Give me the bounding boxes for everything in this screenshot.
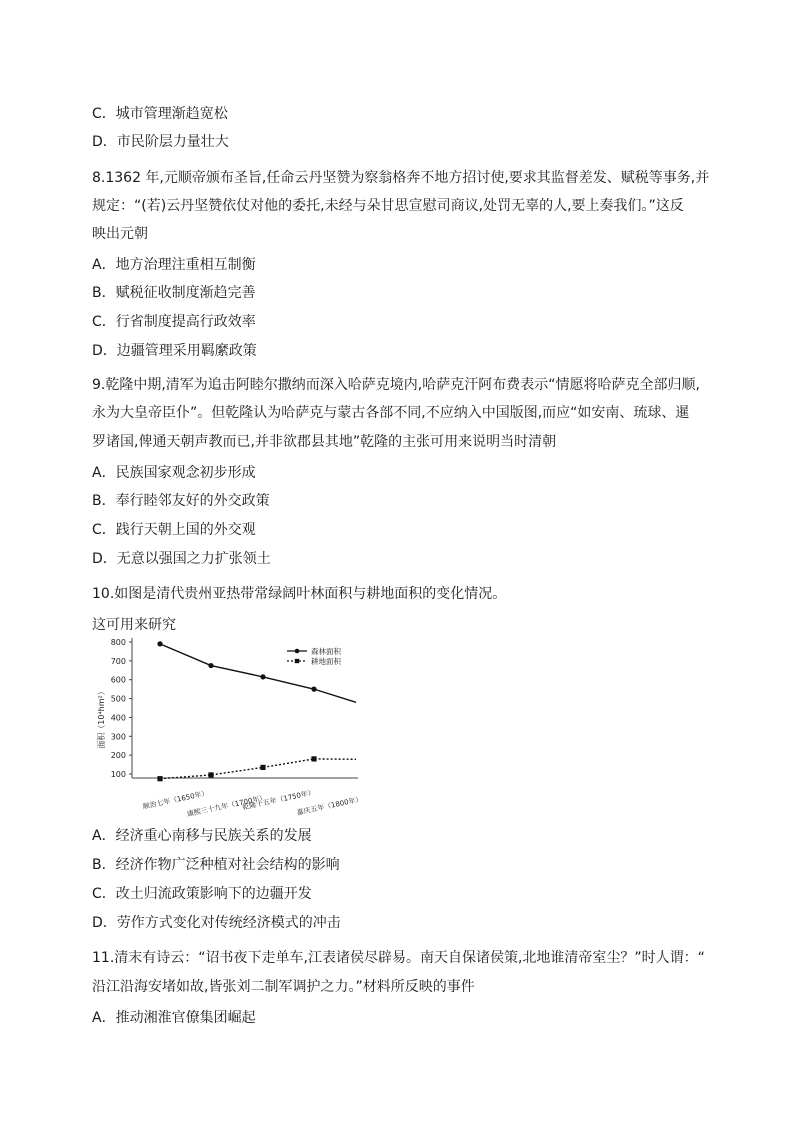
series-point-circle bbox=[311, 687, 316, 692]
series-line-1 bbox=[160, 759, 356, 779]
question-text-line: 规定：“(若)云丹坚赞依仗对他的委托,未经与朵甘思宣慰司商议,处罚无辜的人,要上奏我们。”这反 bbox=[92, 198, 684, 214]
y-axis-title: 面积（10⁴hm²） bbox=[97, 687, 106, 749]
legend-marker-square bbox=[295, 659, 299, 663]
answer-option: B．经济作物广泛种植对社会结构的影响 bbox=[92, 857, 340, 873]
series-point-square bbox=[157, 776, 162, 781]
question-text-line: 罗诸国,俾通天朝声教而已,并非欲郡县其地”乾隆的主张可用来说明当时清朝 bbox=[92, 434, 557, 450]
x-tick-label: 康熙三十九年（1700年） bbox=[186, 793, 267, 819]
question-text-line: 9.乾隆中期,清军为追击阿睦尔撒纳而深入哈萨克境内,哈萨克汗阿布费表示“情愿将哈萨克全部归顺, bbox=[92, 377, 700, 393]
answer-option: D．无意以强国之力扩张领土 bbox=[92, 551, 271, 567]
question-text-line: 8.1362 年,元顺帝颁布圣旨,任命云丹坚赞为察翁格奔不地方招讨使,要求其监督差发、赋税等事务,并 bbox=[92, 170, 710, 186]
x-tick-label: 乾隆十五年（1750年） bbox=[241, 788, 316, 812]
answer-option: A．民族国家观念初步形成 bbox=[92, 465, 256, 481]
y-tick-label: 300 bbox=[110, 732, 126, 742]
answer-option: C．行省制度提高行政效率 bbox=[92, 314, 256, 330]
answer-option: A．经济重心南移与民族关系的发展 bbox=[92, 828, 312, 844]
question-text-line: 10.如图是清代贵州亚热带常绿阔叶林面积与耕地面积的变化情况。 bbox=[92, 586, 507, 602]
question-text-line: 映出元朝 bbox=[92, 226, 148, 242]
answer-option: A．地方治理注重相互制衡 bbox=[92, 257, 256, 273]
answer-option: B．奉行睦邻友好的外交政策 bbox=[92, 493, 270, 509]
question-text-line: 沿江沿海安堵如故,皆张刘二制军调护之力。”材料所反映的事件 bbox=[92, 979, 475, 995]
y-tick-label: 600 bbox=[110, 675, 126, 685]
question-text-line: 这可用来研究 bbox=[92, 617, 176, 633]
y-tick-label: 800 bbox=[110, 638, 126, 647]
answer-option: D．劳作方式变化对传统经济模式的冲击 bbox=[92, 915, 341, 931]
series-point-circle bbox=[260, 674, 265, 679]
answer-option: C．城市管理渐趋宽松 bbox=[92, 106, 228, 122]
x-tick-label: 嘉庆五年（1800年） bbox=[296, 795, 364, 817]
series-point-circle bbox=[208, 663, 213, 668]
answer-option: C．践行天朝上国的外交观 bbox=[92, 522, 256, 538]
y-tick-label: 500 bbox=[110, 694, 126, 704]
series-point-circle bbox=[157, 641, 162, 646]
series-point-square bbox=[311, 756, 316, 761]
answer-option: D．市民阶层力量壮大 bbox=[92, 134, 229, 150]
question-text-line: 永为大皇帝臣仆”。但乾隆认为哈萨克与蒙古各部不同,不应纳入中国版图,而应“如安南、琉球、暹 bbox=[92, 405, 690, 421]
x-tick-label: 顺治七年（1650年） bbox=[142, 789, 210, 811]
y-tick-label: 200 bbox=[110, 751, 126, 761]
series-point-square bbox=[208, 772, 213, 777]
series-point-square bbox=[260, 765, 265, 770]
answer-option: C．改土归流政策影响下的边疆开发 bbox=[92, 886, 312, 902]
answer-option: B．赋税征收制度渐趋完善 bbox=[92, 285, 256, 301]
y-tick-label: 100 bbox=[110, 770, 126, 779]
legend-label: 耕地面积 bbox=[311, 657, 341, 666]
answer-option: D．边疆管理采用羁縻政策 bbox=[92, 343, 257, 359]
legend-marker-circle bbox=[295, 649, 300, 654]
forest-farmland-area-chart bbox=[90, 632, 370, 820]
y-tick-label: 400 bbox=[110, 713, 126, 723]
legend-label: 森林面积 bbox=[311, 647, 341, 656]
y-tick-label: 700 bbox=[110, 656, 126, 666]
answer-option: A．推动湘淮官僚集团崛起 bbox=[92, 1010, 256, 1026]
question-text-line: 11.清末有诗云：“诏书夜下走单车,江表诸侯尽辟易。南天自保诸侯策,北地谁清帝室尘？”时人谓：“ bbox=[92, 950, 705, 966]
